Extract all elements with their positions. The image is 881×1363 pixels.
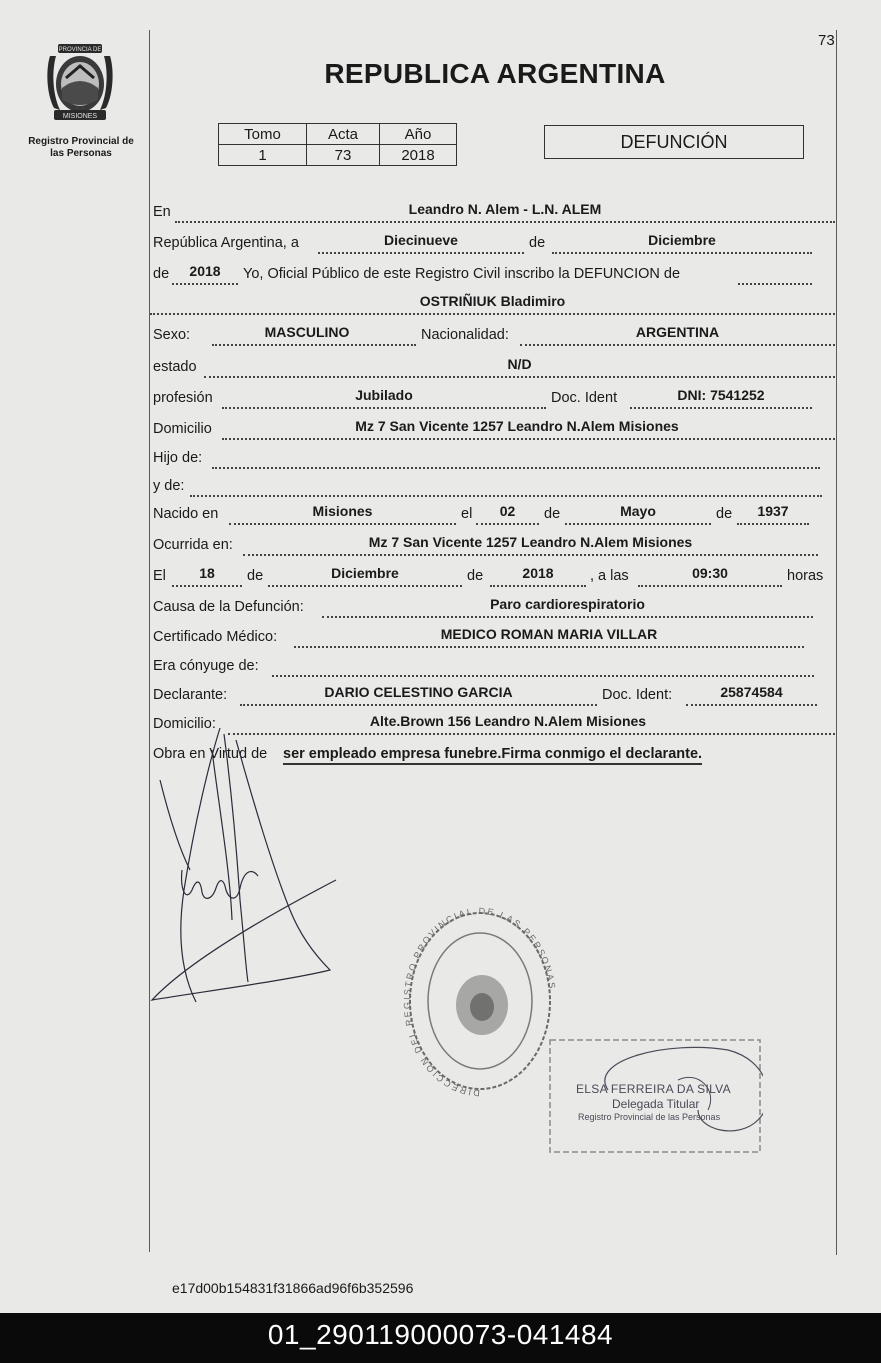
domicilio-label: Domicilio bbox=[153, 421, 212, 437]
inscribo-text: Yo, Oficial Público de este Registro Civil inscribo la DEFUNCION de bbox=[243, 266, 681, 282]
de-label: de bbox=[529, 235, 546, 251]
header-tomo: Tomo bbox=[219, 124, 307, 145]
hijo-field-line bbox=[212, 450, 820, 469]
estado-label: estado bbox=[153, 359, 197, 375]
fallecido-value: OSTRIÑIUK Bladimiro bbox=[419, 293, 566, 309]
y-de-label: y de: bbox=[153, 478, 185, 494]
conyuge-field-line bbox=[272, 658, 814, 677]
value-tomo: 1 bbox=[219, 145, 307, 166]
header-acta: Acta bbox=[307, 124, 380, 145]
nac-anio-value: 1937 bbox=[757, 503, 789, 519]
fall-mes-value: Diciembre bbox=[331, 565, 399, 581]
value-anio: 2018 bbox=[380, 145, 457, 166]
profesion-label: profesión bbox=[153, 390, 213, 406]
de4-label: de bbox=[467, 568, 484, 584]
provincial-shield-icon bbox=[40, 38, 120, 126]
doc2-label: Doc. Ident: bbox=[602, 687, 673, 703]
sexo-value: MASCULINO bbox=[264, 324, 350, 340]
record-table bbox=[218, 123, 457, 166]
nac-mes-value: Mayo bbox=[620, 503, 656, 519]
obra-label: Obra en Virtud de bbox=[153, 746, 268, 762]
anio-label: de bbox=[153, 266, 170, 282]
handwritten-signature-icon bbox=[140, 720, 350, 1010]
ocurrida-value: Mz 7 San Vicente 1257 Leandro N.Alem Misiones bbox=[368, 534, 693, 550]
dia-letras-value: Diecinueve bbox=[384, 232, 458, 248]
nacionalidad-value: ARGENTINA bbox=[635, 324, 720, 340]
domicilio-value: Mz 7 San Vicente 1257 Leandro N.Alem Misiones bbox=[355, 418, 679, 434]
conyuge-label: Era cónyuge de: bbox=[153, 658, 259, 674]
header-anio: Año bbox=[380, 124, 457, 145]
footer-code: 01_290119000073-041484 bbox=[0, 1313, 881, 1363]
domicilio2-label: Domicilio: bbox=[153, 716, 216, 732]
delegada-stamp bbox=[548, 1030, 763, 1160]
document-hash: e17d00b154831f31866ad96f6b352596 bbox=[172, 1280, 414, 1296]
horas-label: horas bbox=[787, 568, 824, 584]
value-acta: 73 bbox=[307, 145, 380, 166]
republica-label: República Argentina, a bbox=[153, 235, 299, 251]
nacionalidad-label: Nacionalidad: bbox=[421, 327, 509, 343]
fall-dia-value: 18 bbox=[199, 565, 215, 581]
en-value: Leandro N. Alem - L.N. ALEM bbox=[408, 201, 602, 217]
hora-value: 09:30 bbox=[692, 565, 728, 581]
y-de-field-line bbox=[190, 478, 822, 497]
el-label: el bbox=[461, 506, 473, 522]
causa-value: Paro cardiorespiratorio bbox=[490, 596, 645, 612]
certificado-label: Certificado Médico: bbox=[153, 629, 278, 645]
en-label: En bbox=[153, 204, 171, 220]
nac-dia-value: 02 bbox=[499, 503, 516, 519]
causa-label: Causa de la Defunción: bbox=[153, 599, 304, 615]
nacido-lugar-value: Misiones bbox=[312, 503, 373, 519]
record-type-box: DEFUNCIÓN bbox=[544, 125, 804, 159]
ocurrida-label: Ocurrida en: bbox=[153, 537, 233, 553]
doc-ident-value: DNI: 7541252 bbox=[677, 387, 765, 403]
svg-text:PROVINCIA DE: PROVINCIA DE bbox=[58, 47, 102, 53]
doc-ident-label: Doc. Ident bbox=[551, 390, 618, 406]
profesion-value: Jubilado bbox=[355, 387, 413, 403]
stamp-role: Delegada Titular bbox=[612, 1097, 700, 1111]
el2-label: El bbox=[153, 568, 166, 584]
official-round-seal-icon bbox=[400, 905, 560, 1105]
stamp-name: ELSA FERREIRA DA SILVA bbox=[576, 1082, 731, 1096]
page-number: 73 bbox=[818, 32, 835, 49]
declarante-value: DARIO CELESTINO GARCIA bbox=[324, 684, 513, 700]
seal-text: DIRECCION DEL REGISTRO PROVINCIAL DE LAS PERSONAS bbox=[401, 905, 558, 1099]
nacido-label: Nacido en bbox=[153, 506, 219, 522]
estado-value: N/D bbox=[507, 356, 532, 372]
declarante-label: Declarante: bbox=[153, 687, 228, 703]
registro-provincial-label: Registro Provincial de las Personas bbox=[28, 136, 134, 159]
de2-label: de bbox=[716, 506, 733, 522]
certificado-value: MEDICO ROMAN MARIA VILLAR bbox=[440, 626, 658, 642]
de1-label: de bbox=[544, 506, 561, 522]
fall-anio-value: 2018 bbox=[522, 565, 554, 581]
right-margin-line bbox=[836, 30, 837, 1255]
hijo-label: Hijo de: bbox=[153, 450, 203, 466]
obra-value: ser empleado empresa funebre.Firma conmigo el declarante. bbox=[283, 746, 702, 765]
doc2-value: 25874584 bbox=[720, 684, 783, 700]
mes-value: Diciembre bbox=[648, 232, 716, 248]
stamp-org: Registro Provincial de las Personas bbox=[578, 1112, 721, 1122]
sexo-label: Sexo: bbox=[153, 327, 191, 343]
page-title: REPUBLICA ARGENTINA bbox=[324, 58, 666, 89]
record-table-value-row bbox=[219, 145, 457, 166]
svg-text:MISIONES: MISIONES bbox=[62, 113, 98, 120]
de3-label: de bbox=[247, 568, 264, 584]
domicilio2-value: Alte.Brown 156 Leandro N.Alem Misiones bbox=[369, 713, 647, 729]
anio-value: 2018 bbox=[189, 263, 221, 279]
inscribo-field-line bbox=[738, 266, 812, 285]
record-table-header-row bbox=[219, 124, 457, 145]
left-margin-line bbox=[149, 30, 150, 1252]
a-las-label: , a las bbox=[590, 568, 629, 584]
